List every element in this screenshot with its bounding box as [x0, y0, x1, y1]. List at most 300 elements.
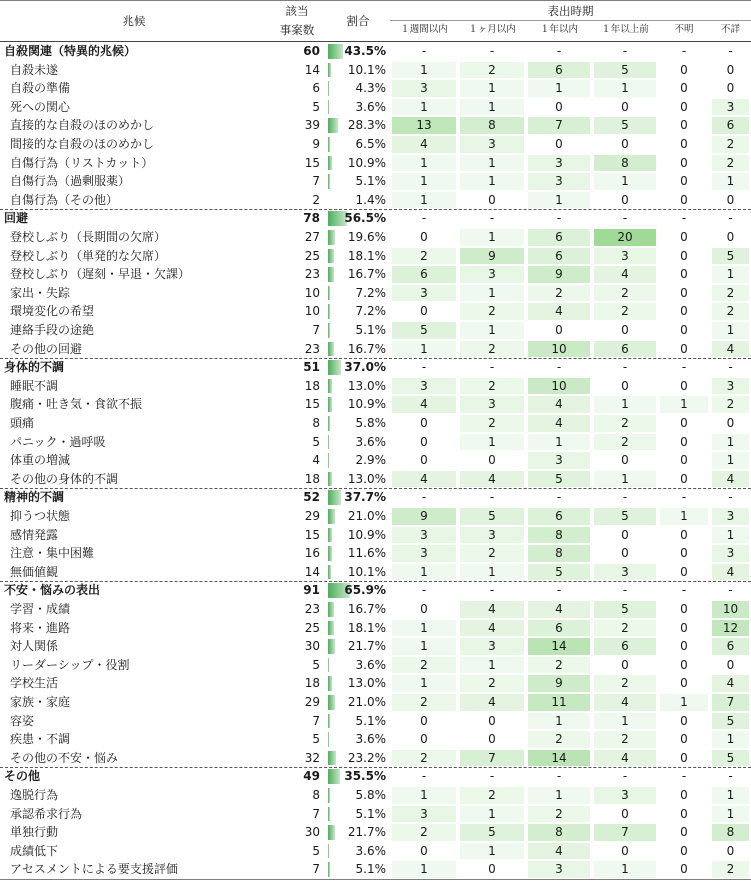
timing-cell: 5: [594, 508, 656, 525]
timing-cell: 3: [712, 99, 749, 116]
timing-cell: 2: [594, 415, 656, 432]
timing-cell: 2: [594, 675, 656, 692]
case-count: 4: [312, 453, 320, 468]
timing-cell: 20: [594, 229, 656, 246]
ratio-cell: [326, 470, 390, 489]
timing-cell: 2: [528, 731, 590, 748]
case-count: 23: [304, 267, 320, 282]
ratio-text: 13.0%: [347, 378, 386, 393]
timing-cell: -: [681, 44, 687, 58]
timing-cell: 0: [488, 862, 496, 877]
ratio-bar: [328, 844, 329, 859]
timing-cell: 0: [680, 192, 688, 207]
ratio-cell: [326, 805, 390, 824]
timing-cell: 0: [621, 806, 629, 821]
item-label: 逸脱行為: [10, 788, 59, 802]
ratio-text: 7.2%: [355, 285, 386, 300]
ratio-cell: [326, 749, 390, 768]
case-count: 23: [304, 341, 320, 356]
case-count: 29: [304, 695, 320, 709]
timing-cell: 0: [680, 62, 688, 77]
ratio-text: 5.1%: [355, 713, 386, 728]
ratio-text: 13.0%: [347, 471, 386, 486]
timing-cell: 0: [726, 416, 735, 430]
timing-cell: -: [728, 360, 733, 375]
timing-cell: 1: [392, 861, 456, 878]
timing-cell: -: [421, 211, 427, 226]
timing-cell: 2: [460, 341, 524, 358]
header-period-1year: １年以内: [539, 24, 578, 35]
case-count: 30: [304, 825, 320, 840]
item-label: 疾患・不調: [10, 732, 71, 747]
timing-cell: 0: [680, 304, 688, 319]
timing-cell: -: [622, 769, 628, 784]
ratio-bar: [328, 267, 334, 282]
timing-cell: 3: [528, 861, 590, 878]
case-count: 5: [312, 99, 320, 114]
ratio-bar: [328, 546, 332, 561]
case-count: 52: [303, 490, 320, 505]
timing-cell: 0: [680, 527, 688, 542]
timing-cell: 1: [460, 322, 524, 339]
ratio-text: 21.7%: [347, 639, 386, 654]
timing-cell: 7: [594, 824, 656, 841]
ratio-text: 5.1%: [355, 323, 386, 337]
ratio-cell: [326, 526, 390, 545]
item-label: 登校しぶり（単発的な欠席）: [10, 248, 167, 263]
timing-cell: 6: [594, 638, 656, 655]
timing-cell: 5: [594, 62, 656, 79]
timing-cell: 4: [712, 675, 749, 692]
timing-cell: 1: [528, 192, 590, 209]
ratio-cell: [326, 433, 390, 452]
ratio-text: 3.6%: [355, 99, 386, 114]
case-count: 32: [304, 750, 320, 765]
case-count: 15: [304, 155, 320, 170]
case-count: 6: [312, 81, 320, 96]
timing-cell: 3: [712, 378, 749, 395]
case-count: 49: [303, 769, 320, 784]
ratio-cell: [326, 656, 390, 675]
timing-cell: 0: [420, 843, 428, 858]
timing-cell: 0: [680, 285, 688, 300]
timing-cell: -: [421, 769, 427, 784]
ratio-bar: [328, 81, 329, 96]
group-label: その他: [4, 769, 41, 784]
timing-cell: 0: [621, 137, 629, 151]
timing-cell: 0: [726, 192, 735, 207]
timing-cell: 0: [680, 434, 688, 449]
timing-cell: 1: [392, 62, 456, 79]
timing-cell: 3: [528, 173, 590, 190]
timing-cell: -: [681, 583, 687, 598]
timing-cell: 3: [392, 545, 456, 562]
timing-cell: 2: [528, 806, 590, 823]
timing-cell: 2: [712, 136, 749, 153]
header-period-1month: １ヶ月以内: [468, 24, 516, 35]
timing-cell: 0: [680, 99, 688, 114]
ratio-bar: [328, 100, 329, 115]
timing-cell: 0: [680, 825, 688, 840]
timing-cell: -: [421, 583, 427, 598]
ratio-text: 23.2%: [347, 750, 386, 765]
timing-cell: 1: [594, 80, 656, 97]
case-count: 39: [304, 118, 320, 133]
ratio-text: 4.3%: [355, 81, 386, 96]
ratio-bar: [328, 435, 329, 450]
ratio-text: 19.6%: [347, 230, 386, 244]
timing-cell: 2: [460, 303, 524, 320]
ratio-bar: [328, 639, 335, 654]
ratio-text: 3.6%: [355, 843, 386, 858]
timing-cell: 1: [460, 229, 524, 246]
case-count: 27: [304, 230, 320, 244]
ratio-bar: [328, 602, 334, 617]
timing-cell: 12: [712, 620, 749, 637]
case-count: 23: [304, 602, 320, 616]
timing-cell: 6: [528, 62, 590, 79]
group-label: 自殺関連（特異的兆候）: [4, 44, 137, 58]
item-label: 無価値観: [10, 564, 59, 579]
case-count: 16: [304, 546, 320, 561]
item-label: その他の不安・悩み: [10, 750, 119, 765]
timing-cell: 2: [460, 675, 524, 692]
timing-cell: -: [728, 490, 733, 505]
timing-cell: 1: [594, 471, 656, 488]
case-count: 14: [304, 564, 320, 579]
timing-cell: 3: [528, 452, 590, 469]
timing-cell: 0: [726, 230, 735, 244]
timing-cell: 5: [594, 117, 656, 134]
timing-cell: -: [681, 769, 687, 784]
timing-cell: 2: [460, 378, 524, 395]
ratio-bar: [328, 397, 332, 412]
timing-cell: 1: [594, 396, 656, 413]
timing-cell: 2: [594, 731, 656, 748]
header-period-1week: １週間以内: [400, 24, 448, 35]
timing-cell: 4: [392, 136, 456, 153]
item-label: 連絡手段の途絶: [10, 323, 95, 337]
item-label: 単独行動: [10, 825, 59, 840]
ratio-cell: [326, 600, 390, 619]
case-count: 7: [312, 806, 320, 821]
ratio-cell: [326, 340, 390, 359]
ratio-cell: [326, 786, 390, 805]
ratio-cell: [326, 842, 390, 861]
timing-cell: 3: [392, 80, 456, 97]
ratio-text: 65.9%: [344, 583, 386, 598]
timing-cell: 0: [680, 620, 688, 635]
case-count: 10: [304, 285, 320, 300]
ratio-text: 10.1%: [347, 62, 386, 77]
timing-cell: 1: [460, 173, 524, 190]
case-count: 7: [312, 323, 320, 337]
timing-cell: 0: [680, 416, 688, 430]
timing-cell: -: [681, 211, 687, 226]
timing-cell: 13: [392, 117, 456, 134]
ratio-cell: [326, 42, 390, 61]
ratio-bar: [328, 509, 335, 524]
timing-cell: 0: [726, 62, 735, 77]
timing-cell: 0: [680, 843, 688, 858]
timing-cell: -: [556, 769, 562, 784]
case-count: 15: [304, 527, 320, 542]
timing-cell: 1: [460, 657, 524, 674]
timing-cell: 1: [392, 638, 456, 655]
ratio-text: 5.1%: [355, 174, 386, 189]
timing-cell: 1: [460, 155, 524, 172]
item-label: その他の回避: [10, 341, 83, 356]
timing-cell: 8: [460, 117, 524, 134]
timing-cell: 1: [660, 694, 708, 711]
timing-cell: -: [556, 490, 562, 505]
timing-cell: 4: [594, 694, 656, 711]
timing-cell: 0: [555, 99, 563, 114]
case-count: 15: [304, 397, 320, 412]
timing-cell: -: [681, 490, 687, 505]
ratio-cell: [326, 98, 390, 117]
ratio-bar: [328, 156, 332, 171]
timing-cell: 0: [680, 81, 688, 96]
header-count-line2: 事案数: [279, 23, 315, 37]
header-timing: 表出時期: [547, 4, 594, 18]
timing-cell: 2: [594, 285, 656, 302]
timing-cell: -: [489, 44, 495, 58]
timing-cell: 1: [712, 787, 749, 804]
timing-cell: 10: [712, 601, 749, 618]
timing-cell: 4: [712, 471, 749, 488]
case-count: 7: [312, 862, 320, 877]
timing-cell: 1: [594, 173, 656, 190]
timing-cell: 10: [528, 378, 590, 395]
timing-cell: 0: [680, 602, 688, 616]
ratio-text: 1.4%: [355, 192, 386, 207]
timing-cell: 2: [460, 415, 524, 432]
timing-cell: 1: [392, 99, 456, 116]
ratio-cell: [326, 451, 390, 470]
item-label: その他の身体的不調: [10, 471, 119, 486]
timing-cell: 10: [528, 341, 590, 358]
timing-cell: -: [489, 490, 495, 505]
ratio-cell: [326, 228, 390, 247]
ratio-text: 3.6%: [355, 732, 386, 747]
item-label: 学校生活: [10, 676, 59, 691]
timing-cell: 0: [680, 341, 688, 356]
timing-cell: 4: [712, 564, 749, 581]
timing-cell: 0: [420, 304, 428, 319]
timing-cell: 1: [392, 564, 456, 581]
ratio-text: 5.8%: [355, 788, 386, 802]
item-label: 容姿: [10, 713, 35, 728]
timing-cell: 1: [712, 806, 749, 823]
header-count-line1: 該当: [285, 4, 309, 18]
timing-cell: 4: [392, 471, 456, 488]
item-label: 自傷行為（過剰服薬）: [10, 174, 131, 189]
header-period-unspecified: 不詳: [720, 24, 740, 35]
ratio-cell: [326, 135, 390, 154]
item-label: 学習・成績: [10, 602, 71, 616]
timing-cell: 3: [392, 285, 456, 302]
ratio-bar: [328, 379, 332, 394]
ratio-cell: [326, 860, 390, 879]
timing-cell: 2: [392, 248, 456, 265]
timing-cell: 0: [555, 137, 563, 151]
timing-cell: -: [489, 583, 495, 598]
item-label: 自傷行為（その他）: [10, 192, 119, 207]
timing-cell: 1: [392, 155, 456, 172]
ratio-text: 21.0%: [347, 695, 386, 709]
timing-cell: 0: [680, 639, 688, 654]
timing-cell: 1: [460, 806, 524, 823]
ratio-text: 43.5%: [344, 44, 386, 58]
timing-cell: 2: [392, 657, 456, 674]
timing-cell: 4: [460, 694, 524, 711]
header-divider-top: [0, 0, 751, 1]
ratio-bar: [328, 249, 334, 264]
timing-cell: 2: [460, 62, 524, 79]
timing-cell: 4: [712, 341, 749, 358]
case-count: 2: [312, 192, 320, 207]
ratio-text: 10.9%: [347, 397, 386, 412]
case-count: 18: [304, 378, 320, 393]
ratio-bar: [328, 621, 334, 636]
timing-cell: 5: [712, 248, 749, 265]
ratio-text: 21.0%: [347, 509, 386, 523]
timing-cell: 0: [621, 192, 629, 207]
ratio-cell: [326, 302, 390, 321]
table-bottom-border: [0, 879, 751, 880]
timing-cell: 5: [528, 471, 590, 488]
timing-cell: -: [556, 360, 562, 375]
timing-cell: 0: [420, 602, 428, 616]
case-count: 51: [303, 360, 320, 375]
ratio-bar: [328, 732, 329, 747]
timing-cell: 0: [680, 546, 688, 561]
timing-cell: 1: [460, 285, 524, 302]
timing-cell: -: [728, 769, 733, 784]
timing-cell: 9: [528, 266, 590, 283]
timing-cell: 0: [680, 267, 688, 282]
timing-cell: 2: [712, 303, 749, 320]
timing-cell: 1: [712, 731, 749, 748]
ratio-bar: [328, 676, 332, 691]
ratio-bar: [328, 769, 340, 784]
timing-cell: 1: [460, 80, 524, 97]
timing-cell: 14: [528, 750, 590, 767]
ratio-text: 11.6%: [347, 546, 386, 561]
ratio-cell: [326, 172, 390, 191]
timing-cell: 0: [420, 713, 428, 728]
case-count: 18: [304, 471, 320, 486]
case-count: 25: [304, 248, 320, 263]
timing-cell: 1: [460, 434, 524, 451]
timing-cell: 6: [528, 229, 590, 246]
timing-cell: 0: [680, 788, 688, 802]
timing-cell: 3: [712, 545, 749, 562]
ratio-bar: [328, 453, 329, 468]
case-count: 8: [312, 788, 320, 802]
ratio-bar: [328, 528, 332, 543]
timing-cell: 2: [712, 155, 749, 172]
timing-cell: -: [622, 490, 628, 505]
ratio-text: 37.7%: [344, 490, 386, 505]
ratio-text: 16.7%: [347, 341, 386, 356]
timing-cell: 3: [392, 378, 456, 395]
timing-cell: 0: [680, 750, 688, 765]
case-count: 5: [312, 657, 320, 672]
item-label: 自殺未遂: [10, 62, 59, 77]
item-label: 直接的な自殺のほのめかし: [10, 118, 155, 133]
timing-cell: 1: [528, 713, 590, 730]
group-label: 回避: [4, 211, 29, 226]
timing-cell: 4: [460, 601, 524, 618]
timing-cell: 1: [460, 564, 524, 581]
timing-cell: 3: [460, 638, 524, 655]
ratio-bar: [328, 44, 343, 59]
timing-cell: 0: [621, 527, 629, 542]
timing-cell: -: [489, 360, 495, 375]
timing-cell: 2: [594, 434, 656, 451]
ratio-bar: [328, 63, 331, 78]
timing-cell: 4: [528, 396, 590, 413]
timing-cell: 0: [680, 453, 688, 468]
item-label: 自傷行為（リストカット）: [10, 155, 154, 170]
timing-cell: 2: [712, 396, 749, 413]
timing-cell: 8: [594, 155, 656, 172]
ratio-cell: [326, 247, 390, 266]
timing-cell: 7: [712, 694, 749, 711]
ratio-bar: [328, 788, 330, 803]
timing-cell: 1: [392, 675, 456, 692]
ratio-text: 10.1%: [347, 564, 386, 579]
timing-cell: 9: [528, 675, 590, 692]
timing-cell: 1: [660, 396, 708, 413]
timing-cell: 6: [528, 620, 590, 637]
ratio-bar: [328, 286, 330, 301]
timing-cell: 5: [712, 750, 749, 767]
ratio-text: 18.1%: [347, 620, 386, 635]
ratio-cell: [326, 507, 390, 526]
ratio-bar: [328, 695, 335, 710]
timing-cell: 7: [528, 117, 590, 134]
ratio-cell: [326, 79, 390, 98]
ratio-cell: [326, 414, 390, 433]
timing-cell: 4: [594, 266, 656, 283]
timing-cell: -: [556, 583, 562, 598]
ratio-text: 16.7%: [347, 602, 386, 616]
item-label: 将来・進路: [10, 620, 71, 635]
timing-cell: 0: [680, 806, 688, 821]
timing-cell: 4: [392, 396, 456, 413]
timing-cell: 3: [594, 248, 656, 265]
timing-cell: 1: [528, 434, 590, 451]
timing-cell: 2: [712, 285, 749, 302]
header-period-unknown: 不明: [674, 24, 694, 35]
timing-cell: 2: [392, 694, 456, 711]
case-count: 29: [304, 509, 320, 523]
timing-cell: 0: [680, 713, 688, 728]
timing-cell: 8: [528, 824, 590, 841]
ratio-text: 6.5%: [355, 137, 386, 151]
timing-cell: -: [622, 44, 628, 58]
item-label: 承認希求行為: [10, 806, 83, 821]
item-label: 自殺の準備: [10, 81, 71, 96]
case-count: 5: [312, 732, 320, 747]
timing-cell: 3: [528, 155, 590, 172]
case-count: 60: [303, 44, 320, 58]
ratio-cell: [326, 581, 390, 600]
ratio-cell: [326, 544, 390, 563]
